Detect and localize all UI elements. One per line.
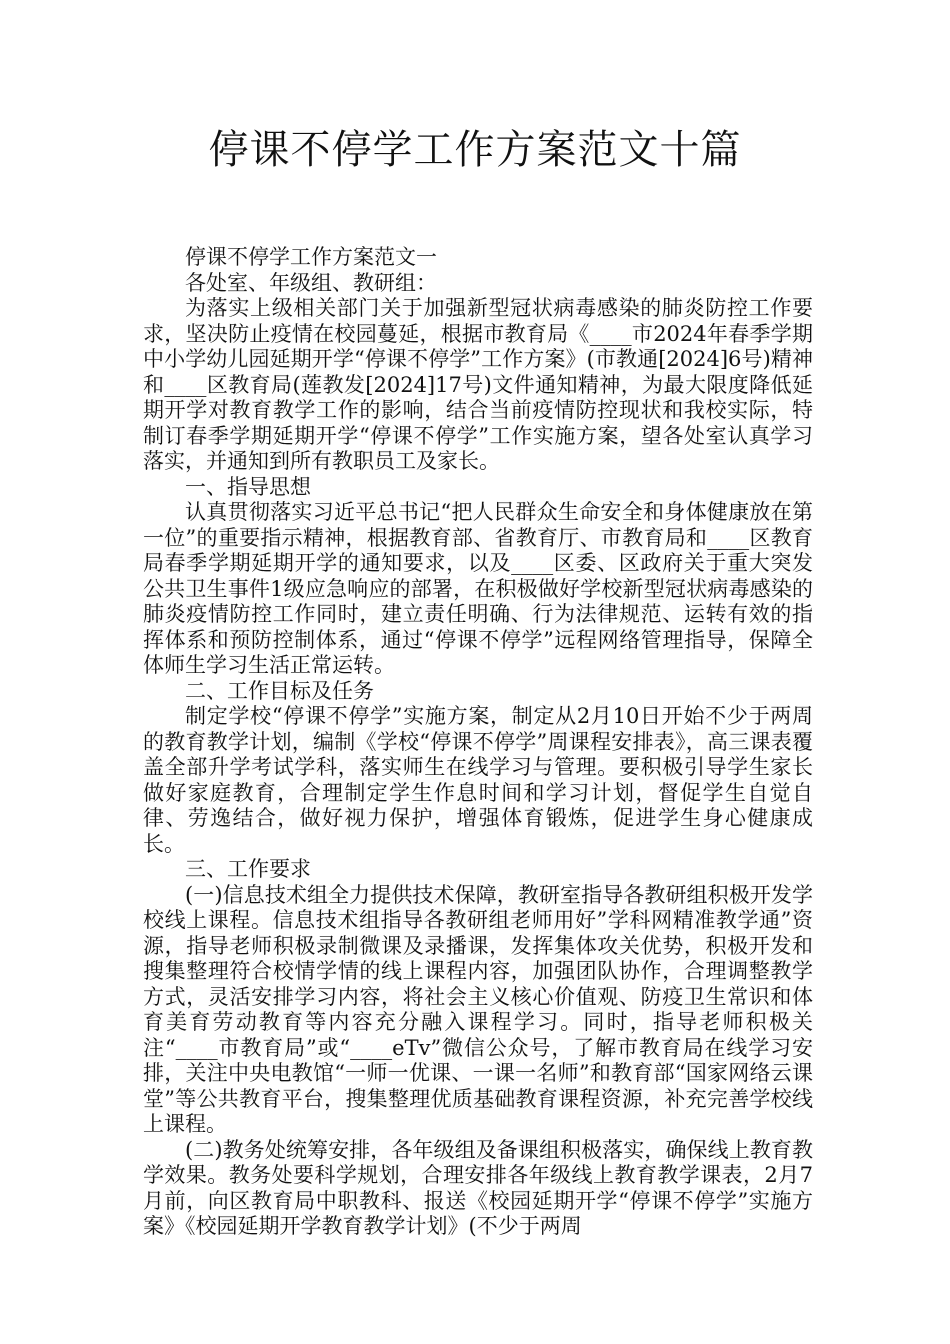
section-heading: 二、工作目标及任务 (185, 678, 374, 703)
document-body (143, 245, 813, 1240)
document-title: 停课不停学工作方案范文十篇 (208, 127, 742, 173)
paragraph: 为落实上级相关部门关于加强新型冠状病毒感染的肺炎防控工作要求，坚决防止疫情在校园蔓延，根据市教育局《____市2024年春季学期中小学幼儿园延期开学“停课不停学”工作方案》(市教通[2024]6号)精神和____区教育局(莲教发[2024]17号)文件通知精神，为最大限度降低延期开学对教育教学工作的影响，结合当前疫情防控现状和我校实际，特制订春季学期延期开学“停课不停学”工作实施方案，望各处室认真学习落实，并通知到所有教职员工及家长。 (143, 296, 813, 473)
salutation: 各处室、年级组、教研组： (185, 270, 437, 295)
paragraph: (二)教务处统筹安排，各年级组及备课组积极落实，确保线上教育教学效果。教务处要科学规划，合理安排各年级线上教育教学课表，2月7月前，向区教育局中职教科、报送《校园延期开学“停课不停学”实施方案》《校园延期开学教育教学计划》(不少于两周 (143, 1137, 813, 1238)
paragraph: 制定学校“停课不停学”实施方案，制定从2月10日开始不少于两周的教育教学计划，编制《学校“停课不停学”周课程安排表》，高三课表覆盖全部升学考试学科，落实师生在线学习与管理。要积极引导学生家长做好家庭教育，合理制定学生作息时间和学习计划，督促学生自觉自律、劳逸结合，做好视力保护，增强体育锻炼，促进学生身心健康成长。 (143, 704, 813, 856)
section-heading: 三、工作要求 (185, 857, 311, 881)
section-heading: 停课不停学工作方案范文一 (185, 245, 437, 269)
paragraph: 认真贯彻落实习近平总书记“把人民群众生命安全和身体健康放在第一位”的重要指示精神，根据教育部、省教育厅、市教育局和____区教育局春季学期延期开学的通知要求，以及____区委、区政府关于重大突发公共卫生事件1级应急响应的部署，在积极做好学校新型冠状病毒感染的肺炎疫情防控工作同时，建立责任明确、行为法律规范、运转有效的指挥体系和预防控制体系，通过“停课不停学”远程网络管理指导，保障全体师生学习生活正常运转。 (143, 500, 813, 677)
section-heading: 一、指导思想 (185, 474, 311, 499)
paragraph: (一)信息技术组全力提供技术保障，教研室指导各教研组积极开发学校线上课程。信息技术组指导各教研组老师用好”学科网精准教学通”资源，指导老师积极录制微课及录播课，发挥集体攻关优势，积极开发和搜集整理符合校情学情的线上课程内容，加强团队协作，合理调整教学方式，灵活安排学习内容，将社会主义核心价值观、防疫卫生常识和体育美育劳动教育等内容充分融入课程学习。同时，指导老师积极关注“____市教育局”或“____eTv”微信公众号，了解市教育局在线学习安排，关注中央电教馆“一师一优课、一课一名师”和教育部“国家网络云课堂”等公共教育平台，搜集整理优质基础教育课程资源，补充完善学校线上课程。 (143, 882, 813, 1136)
